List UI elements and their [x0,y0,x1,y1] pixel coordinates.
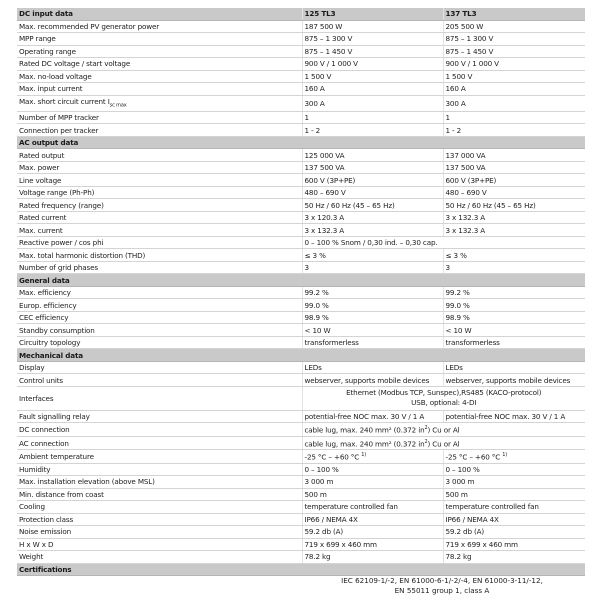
value-137: LEDs [443,361,585,374]
row-label: Connection per tracker [17,124,302,137]
value-137: 59.2 db (A) [443,526,585,539]
value-125: 3 000 m [302,476,443,489]
table-row [17,463,585,476]
table-row [17,450,585,463]
column-header-125tl3: 125 TL3 [302,8,443,20]
value-125: temperature controlled fan [302,501,443,514]
value-137: IP66 / NEMA 4X [443,513,585,526]
value-137: 3 [443,261,585,274]
table-row [17,488,585,501]
table-row [17,538,585,551]
row-label: Reactive power / cos phi [17,236,302,249]
row-label: Weight [17,551,302,564]
value-137 [443,450,585,463]
row-label: Circuitry topology [17,336,302,349]
value-137: 300 A [443,95,585,111]
value-125: < 10 W [302,324,443,337]
section-header-dc [17,8,585,20]
value-137: 99.0 % [443,299,585,312]
value-text: cable lug, max. 240 mm² (0.372 in [304,425,425,435]
column-header-137tl3: 137 TL3 [443,8,585,20]
table-row [17,551,585,564]
value-text: -25 °C – +60 °C [304,452,360,462]
value-125: 875 – 1 450 V [302,45,443,58]
row-label: Max. total harmonic distortion (THD) [17,249,302,262]
table-row [17,186,585,199]
table-row [17,199,585,212]
row-label: Number of grid phases [17,261,302,274]
table-row [17,436,585,449]
label-text: Max. short circuit current I [19,96,110,106]
section-header-filler [302,136,585,149]
footnote-ref: 1) [361,452,367,459]
value-137: 78.2 kg [443,551,585,564]
value-text: ) Cu or Al [427,425,460,435]
value-125 [302,450,443,463]
value-125: 125 000 VA [302,149,443,162]
value-137: 205 500 W [443,20,585,33]
value-125: 500 m [302,488,443,501]
table-row [17,224,585,237]
value-137: 900 V / 1 000 V [443,58,585,71]
table-row [17,374,585,387]
value-137: 3 x 132.3 A [443,224,585,237]
value-125: 99.2 % [302,286,443,299]
value-137: 0 – 100 % [443,463,585,476]
row-label [17,95,302,111]
table-row [17,501,585,514]
value-125: LEDs [302,361,443,374]
value-137: 480 – 690 V [443,186,585,199]
table-row [17,311,585,324]
row-label: Max. power [17,161,302,174]
value-137: 719 x 699 x 460 mm [443,538,585,551]
table-row [17,83,585,96]
value-125: 900 V / 1 000 V [302,58,443,71]
value-125: 160 A [302,83,443,96]
table-row [17,33,585,46]
section-header-filler [302,563,585,576]
table-row [17,174,585,187]
table-row [17,249,585,262]
table-row [17,211,585,224]
value-125: 137 500 VA [302,161,443,174]
row-label: Europ. efficiency [17,299,302,312]
value-137: 99.2 % [443,286,585,299]
footnote-ref: 1) [502,452,508,459]
table-row [17,513,585,526]
row-label: Operating range [17,45,302,58]
table-row [17,70,585,83]
value-125: 3 x 120.3 A [302,211,443,224]
table-row [17,45,585,58]
section-header-ac [17,136,585,149]
row-label: Noise emission [17,526,302,539]
value-137: 98.9 % [443,311,585,324]
row-label: Rated output [17,149,302,162]
row-label: Max. current [17,224,302,237]
table-row [17,236,585,249]
value-137: 875 – 1 450 V [443,45,585,58]
value-137: 160 A [443,83,585,96]
section-header-cert [17,563,585,576]
value-125: 99.0 % [302,299,443,312]
value-137: 875 – 1 300 V [443,33,585,46]
row-label: Rated current [17,211,302,224]
row-label: AC connection [17,436,302,449]
cert-line: EN 55011 group 1, class A [394,586,490,595]
value-125: 875 – 1 300 V [302,33,443,46]
row-label: Min. distance from coast [17,488,302,501]
value-125: 1 [302,111,443,124]
row-label: Cooling [17,501,302,514]
row-label: Fault signalling relay [17,410,302,423]
table-row [17,111,585,124]
table-row [17,149,585,162]
value-125: 59.2 db (A) [302,526,443,539]
value-text: ) Cu or Al [427,439,460,449]
row-label: DC connection [17,423,302,436]
table-row [17,299,585,312]
value-137: 1 [443,111,585,124]
value-text: -25 °C – +60 °C [445,452,501,462]
row-label: Interfaces [17,386,302,410]
table-row [17,361,585,374]
value-125: 50 Hz / 60 Hz (45 – 65 Hz) [302,199,443,212]
value-both: 0 – 100 % Snom / 0,30 ind. – 0,30 cap. [302,236,585,249]
value-137: < 10 W [443,324,585,337]
row-label: Humidity [17,463,302,476]
value-137: 3 000 m [443,476,585,489]
value-137: temperature controlled fan [443,501,585,514]
table-row [17,124,585,137]
value-137: 1 500 V [443,70,585,83]
section-title: Mechanical data [17,349,302,362]
section-title: DC input data [17,8,302,20]
value-137: ≤ 3 % [443,249,585,262]
section-header-mech [17,349,585,362]
value-125: 98.9 % [302,311,443,324]
spec-table [17,8,585,576]
value-125: 3 x 132.3 A [302,224,443,237]
table-row [17,526,585,539]
value-137: transformerless [443,336,585,349]
value-125: 480 – 690 V [302,186,443,199]
certifications-text [302,576,582,596]
value-137: 500 m [443,488,585,501]
value-137: 50 Hz / 60 Hz (45 – 65 Hz) [443,199,585,212]
table-row [17,261,585,274]
row-label: Control units [17,374,302,387]
label-subscript: sc max [109,101,127,108]
row-label: Number of MPP tracker [17,111,302,124]
value-137: 600 V (3P+PE) [443,174,585,187]
row-label: H x W x D [17,538,302,551]
value-137: webserver, supports mobile devices [443,374,585,387]
section-header-filler [302,274,585,287]
value-text: cable lug, max. 240 mm² (0.372 in [304,439,425,449]
value-125: 1 - 2 [302,124,443,137]
value-137: 1 - 2 [443,124,585,137]
row-label: Voltage range (Ph-Ph) [17,186,302,199]
value-137: 3 x 132.3 A [443,211,585,224]
value-137: potential-free NOC max. 30 V / 1 A [443,410,585,423]
row-label: Line voltage [17,174,302,187]
section-title: General data [17,274,302,287]
table-row [17,336,585,349]
table-row [17,58,585,71]
value-125: potential-free NOC max. 30 V / 1 A [302,410,443,423]
row-label: Max. input current [17,83,302,96]
value-both [302,423,585,436]
value-125: 187 500 W [302,20,443,33]
value-125: 3 [302,261,443,274]
row-label: Max. installation elevation (above MSL) [17,476,302,489]
value-both [302,386,585,410]
table-row [17,410,585,423]
value-superscript: 2 [424,425,428,432]
value-line: USB, optional: 4-DI [411,398,477,408]
value-superscript: 2 [424,438,428,445]
row-label: MPP range [17,33,302,46]
value-137: 137 500 VA [443,161,585,174]
value-137: 137 000 VA [443,149,585,162]
value-125: 1 500 V [302,70,443,83]
row-label: Ambient temperature [17,450,302,463]
row-label: Rated frequency (range) [17,199,302,212]
table-row [17,386,585,410]
row-label: Display [17,361,302,374]
section-header-general [17,274,585,287]
table-row [17,286,585,299]
section-header-filler [302,349,585,362]
value-125: IP66 / NEMA 4X [302,513,443,526]
table-row [17,95,585,111]
value-both [302,436,585,449]
table-row [17,161,585,174]
value-125: 78.2 kg [302,551,443,564]
value-125: transformerless [302,336,443,349]
row-label: Protection class [17,513,302,526]
table-row [17,423,585,436]
value-125: 600 V (3P+PE) [302,174,443,187]
value-125: 0 – 100 % [302,463,443,476]
value-125: 300 A [302,95,443,111]
table-row [17,324,585,337]
value-125: 719 x 699 x 460 mm [302,538,443,551]
row-label: Max. recommended PV generator power [17,20,302,33]
row-label: Max. no-load voltage [17,70,302,83]
value-125: webserver, supports mobile devices [302,374,443,387]
section-title: AC output data [17,136,302,149]
table-row [17,476,585,489]
table-row [17,20,585,33]
row-label: Max. efficiency [17,286,302,299]
value-125: ≤ 3 % [302,249,443,262]
row-label: Rated DC voltage / start voltage [17,58,302,71]
cert-line: IEC 62109-1/-2, EN 61000-6-1/-2/-4, EN 61000-3-11/-12, [341,576,543,585]
section-title: Certifications [17,563,302,576]
row-label: CEC efficiency [17,311,302,324]
row-label: Standby consumption [17,324,302,337]
value-line: Ethernet (Modbus TCP, Sunspec),RS485 (KACO-protocol) [346,388,542,398]
